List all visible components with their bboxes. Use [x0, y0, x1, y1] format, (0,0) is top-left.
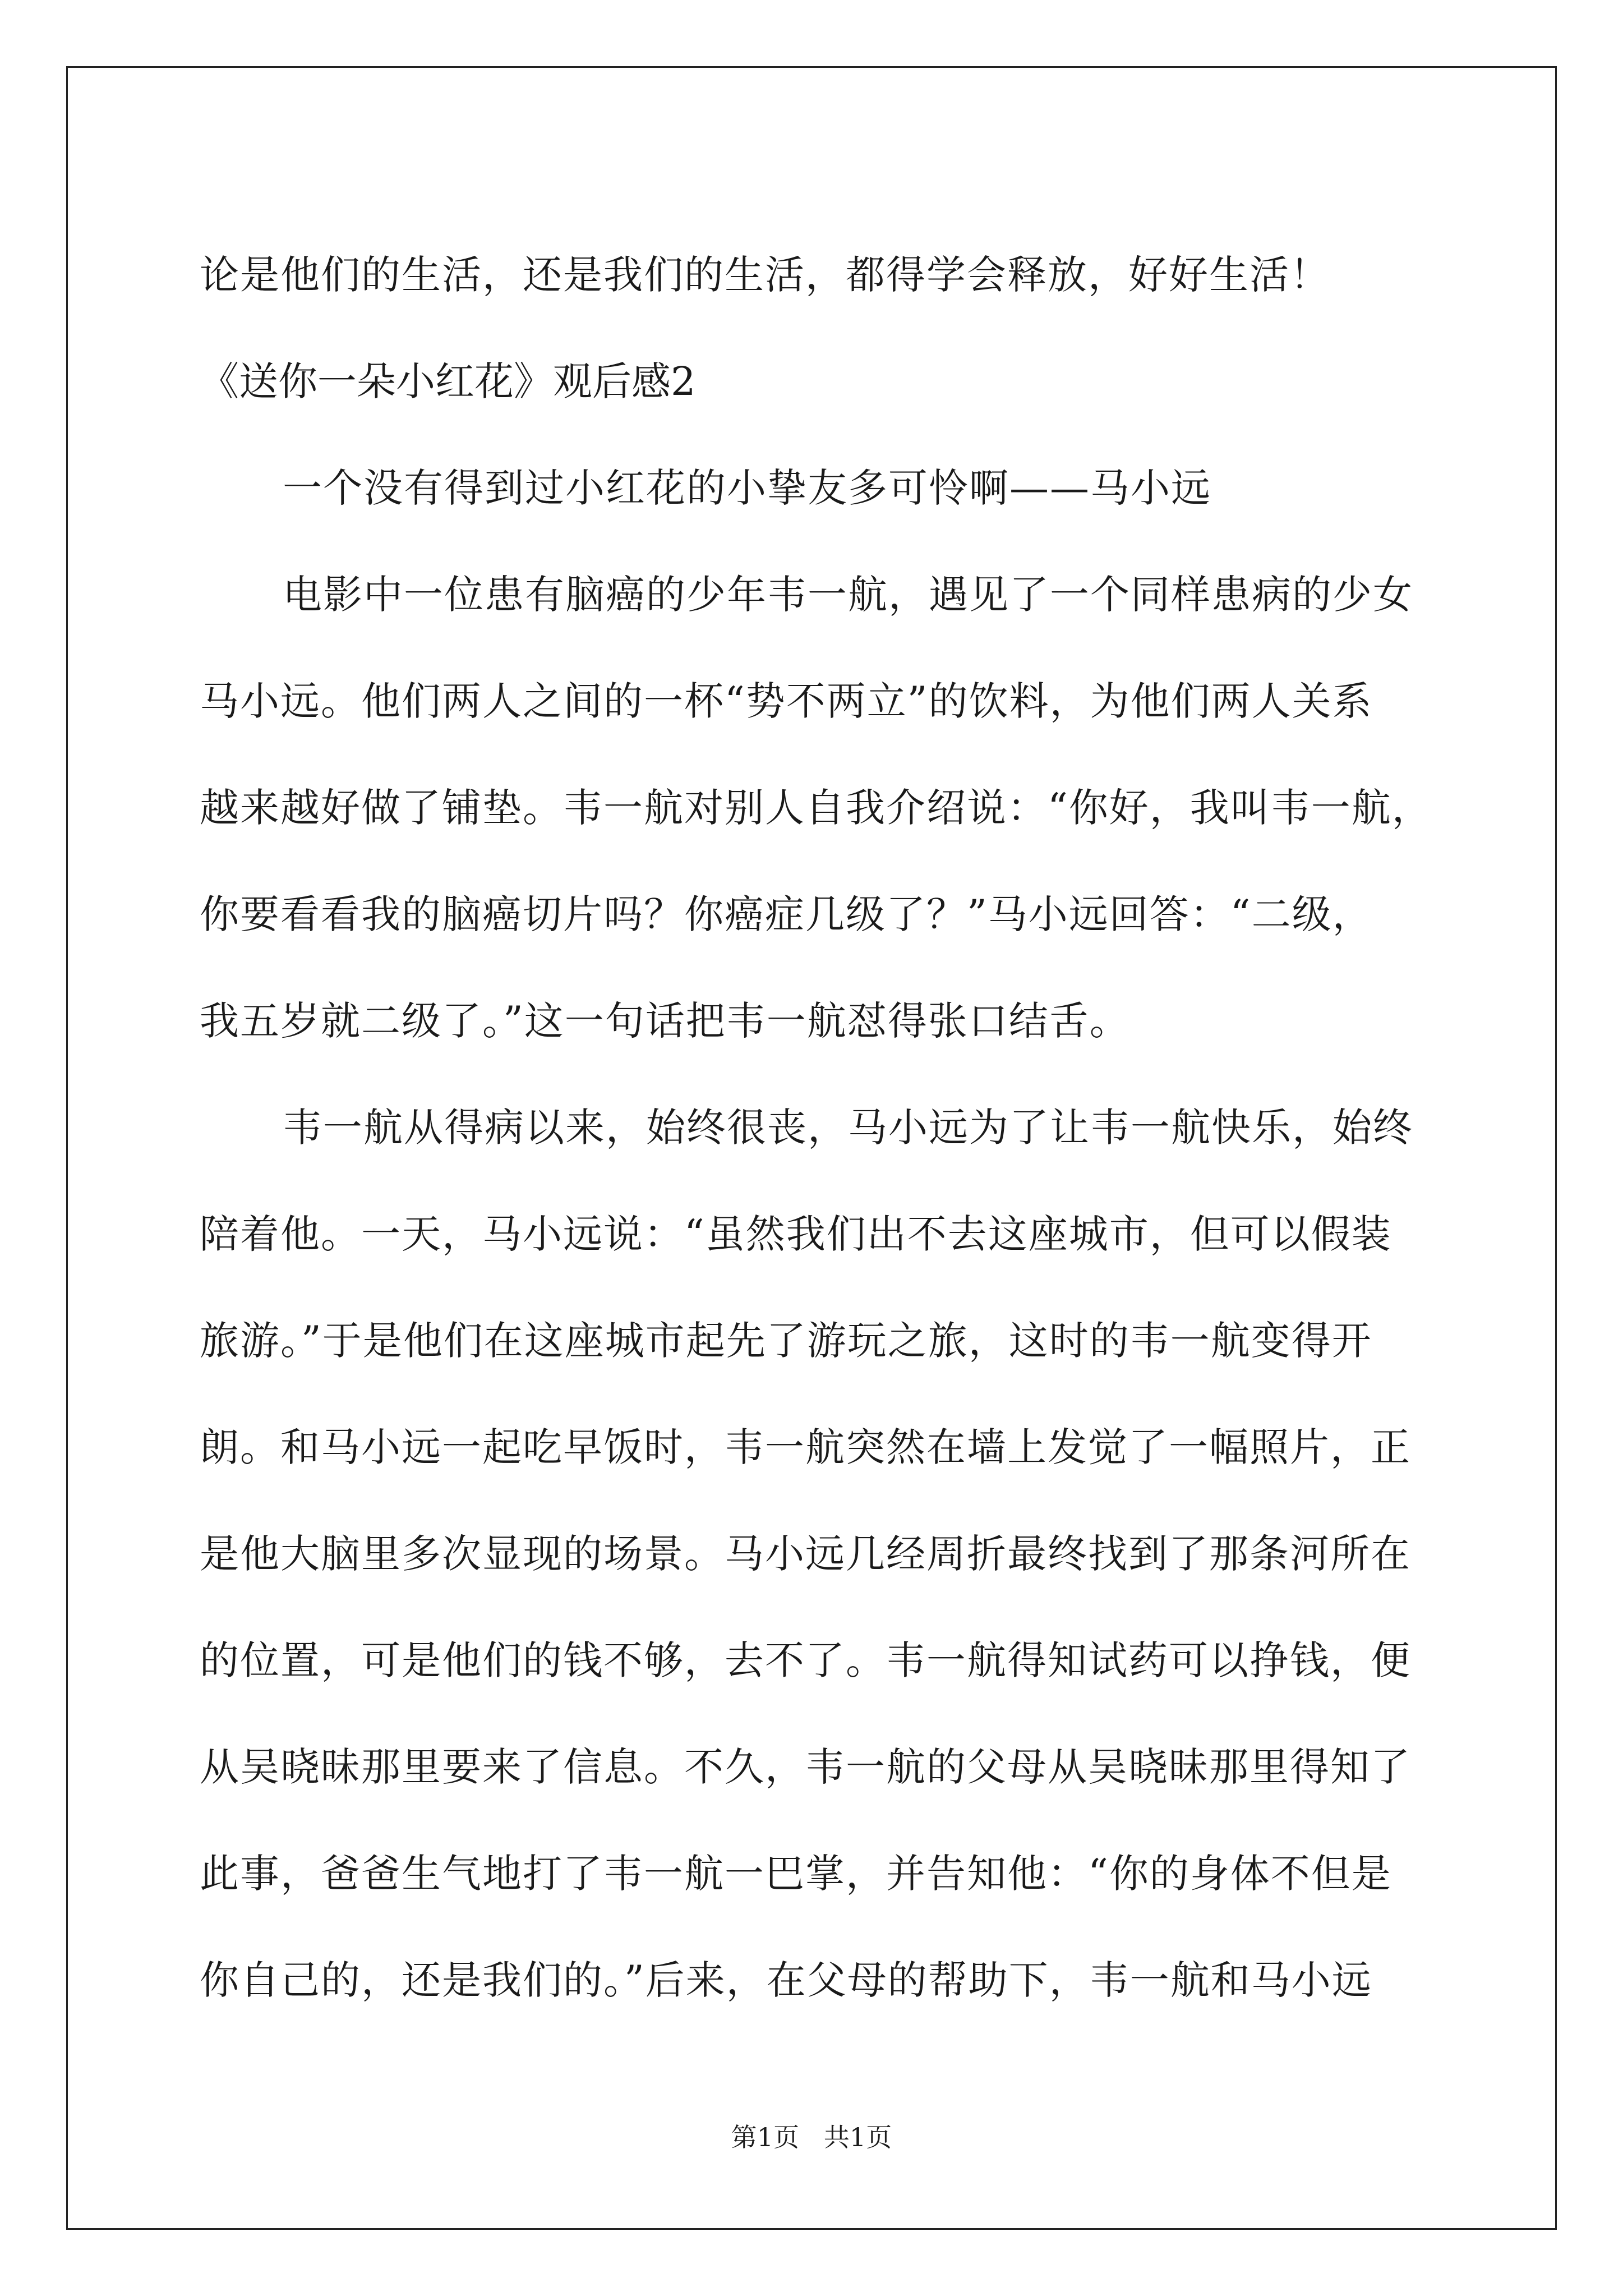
paragraph-2-line-3: 旅游。”于是他们在这座城市起先了游玩之旅，这时的韦一航变得开 — [200, 1318, 1372, 1364]
quote-line: 一个没有得到过小红花的小挚友多可怜啊——马小远 — [283, 465, 1211, 511]
paragraph-2-line-5: 是他大脑里多次显现的场景。马小远几经周折最终找到了那条河所在 — [200, 1531, 1411, 1577]
paragraph-2-line-4: 朗。和马小远一起吃早饭时，韦一航突然在墙上发觉了一幅照片，正 — [200, 1424, 1411, 1470]
paragraph-2-line-6: 的位置，可是他们的钱不够，去不了。韦一航得知试药可以挣钱，便 — [200, 1637, 1411, 1683]
paragraph-2-line-8: 此事，爸爸生气地打了韦一航一巴掌，并告知他：“你的身体不但是 — [200, 1851, 1392, 1897]
paragraph-2-line-7: 从吴晓昧那里要来了信息。不久，韦一航的父母从吴晓昧那里得知了 — [200, 1744, 1411, 1790]
paragraph-1-line-4: 你要看看我的脑癌切片吗？你癌症几级了？”马小远回答：“二级， — [200, 891, 1373, 937]
paragraph-1-line-3: 越来越好做了铺垫。韦一航对别人自我介绍说：“你好，我叫韦一航， — [200, 785, 1432, 831]
paragraph-2-line-9: 你自己的，还是我们的。”后来，在父母的帮助下，韦一航和马小远 — [200, 1957, 1372, 2003]
paragraph-2-line-2: 陪着他。一天，马小远说：“虽然我们出不去这座城市，但可以假装 — [200, 1211, 1392, 1257]
paragraph-1-line-2: 马小远。他们两人之间的一杯“势不两立”的饮料，为他们两人关系 — [200, 678, 1373, 724]
paragraph-1-line-5: 我五岁就二级了。”这一句话把韦一航怼得张口结舌。 — [200, 998, 1130, 1044]
document-body — [200, 222, 1432, 2033]
paragraph-1-line-1: 电影中一位患有脑癌的少年韦一航，遇见了一个同样患病的少女 — [283, 572, 1413, 618]
paragraph-2-line-1: 韦一航从得病以来，始终很丧，马小远为了让韦一航快乐，始终 — [283, 1105, 1413, 1151]
text-line-1: 论是他们的生活，还是我们的生活，都得学会释放，好好生活！ — [200, 252, 1330, 298]
section-heading: 《送你一朵小红花》观后感2 — [200, 358, 696, 404]
page-footer: 第1页 共1页 — [731, 2122, 892, 2152]
